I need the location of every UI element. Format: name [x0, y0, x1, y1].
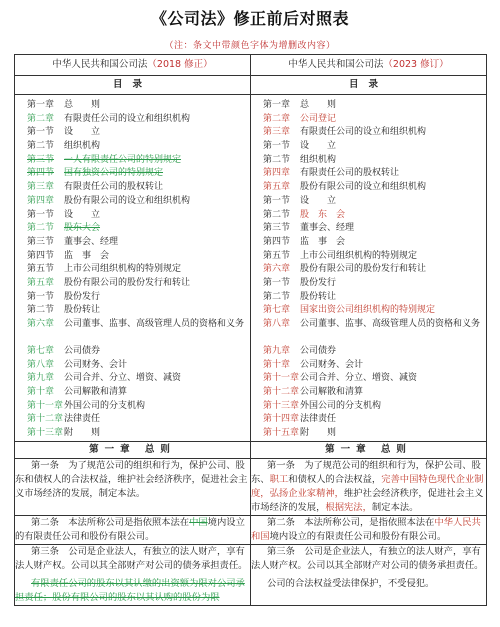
right-toc-item: [263, 427, 486, 441]
right-toc-item: [263, 209, 486, 223]
right-toc-item-name: 组织机构: [300, 154, 337, 165]
right-toc-item: [263, 154, 486, 168]
right-toc-item-name: 公司登记: [300, 113, 337, 124]
right-toc-item-name: 法律责任: [300, 414, 337, 425]
right-toc-item-number: 第十四章: [263, 414, 300, 425]
right-toc-item-number: 第十章: [263, 359, 291, 370]
right-toc-item-number: 第六章: [263, 264, 291, 275]
left-toc-item: [27, 400, 250, 414]
right-toc-item-name: 董事会、经理: [300, 223, 355, 234]
left-column-header: [15, 55, 251, 76]
left-article-3-struck: 有限责任公司的股东以其认缴的出资额为限对公司承担责任；股份有限公司的股东以其认购的股份为限: [15, 577, 245, 603]
left-toc-item-name: 组织机构: [64, 141, 101, 152]
right-toc-item-name: 公司财务、会计: [300, 359, 364, 370]
right-toc-item-number: 第二节: [263, 154, 291, 165]
right-toc-item-name: 设 立: [300, 195, 337, 206]
right-toc-item-number: 第三节: [263, 223, 291, 234]
left-toc-cell: [15, 76, 251, 442]
left-toc-item-name: 公司财务、会计: [64, 359, 128, 370]
left-toc-item: [27, 113, 250, 127]
left-header-name: 中华人民共和国公司法: [52, 59, 148, 70]
right-toc-item: [263, 99, 486, 113]
left-toc-item-name: 国有独资公司的特别规定: [64, 168, 164, 179]
right-article-2: 第二条 本法所称公司，是指依照本法在中华人民共和国境内设立的有限责任公司和股份有限公司。: [251, 515, 487, 544]
right-article-3: 第三条 公司是企业法人，有独立的法人财产，享有法人财产权。公司以其全部财产对公司的债务承担责任。 公司的合法权益受法律保护，不受侵犯。: [251, 544, 487, 605]
left-toc-item: [27, 413, 250, 427]
right-toc-item-name: 股份发行: [300, 277, 337, 288]
left-toc-item: [27, 181, 250, 195]
left-article-3: 第三条 公司是企业法人，有独立的法人财产，享有法人财产权。公司以其全部财产对公司的债务承担责任。 有限责任公司的股东以其认缴的出资额为限对公司承担责任；股份有限公司的股东以其认购的股份为限: [15, 544, 251, 605]
left-toc-item: [27, 99, 250, 113]
right-toc-item-number: 第二章: [263, 113, 291, 124]
left-header-version: （2018 修正）: [147, 59, 213, 70]
right-toc-item: [263, 345, 486, 359]
right-toc-item-number: 第一章: [263, 100, 291, 110]
comparison-table: [14, 54, 487, 606]
left-toc-item-name: 有限责任公司的股权转让: [64, 182, 164, 193]
right-toc-item: [263, 291, 486, 305]
left-toc-item-name: 公司解散和清算: [64, 387, 128, 398]
right-toc-item: [263, 263, 486, 277]
left-toc-item-name: 设 立: [64, 127, 101, 138]
right-toc-item-number: 第十二章: [263, 387, 300, 398]
left-toc-item: [27, 263, 250, 277]
document-title: 《公司法》修正前后对照表: [150, 9, 349, 28]
left-toc-item-name: 股份转让: [64, 305, 101, 316]
left-toc-item-name: 上市公司组织机构的特别规定: [64, 264, 182, 275]
left-toc-item-name: 法律责任: [64, 414, 101, 425]
right-toc-cell: [251, 76, 487, 442]
right-toc-item-name: 公司解散和清算: [300, 387, 364, 398]
right-toc-item-name: 总 则: [300, 100, 337, 110]
right-toc: [251, 95, 486, 441]
right-toc-item-name: 有限责任公司的设立和组织机构: [300, 127, 427, 138]
left-toc-item-number: 第四节: [27, 250, 55, 261]
left-toc-item-name: 设 立: [64, 209, 101, 220]
left-toc-item: [27, 372, 250, 386]
left-toc-item-name: 董事会、经理: [64, 236, 119, 247]
left-toc-item-number: 第十三章: [27, 428, 64, 439]
left-toc: [15, 95, 250, 441]
left-toc-item-name: 一人有限责任公司的特别规定: [64, 154, 182, 165]
right-toc-item-name: 有限责任公司的股权转让: [300, 168, 400, 179]
left-toc-item-name: 股份有限公司的股份发行和转让: [64, 277, 191, 288]
left-toc-item-name: 外国公司的分支机构: [64, 400, 146, 411]
right-toc-item: [263, 304, 486, 318]
right-toc-item-name: 股份转让: [300, 291, 337, 302]
right-toc-item-name: 公司合并、分立、增资、减资: [300, 373, 418, 384]
right-toc-item-name: 公司董事、监事、高级管理人员的资格和义务: [300, 319, 481, 329]
right-toc-item-number: 第十一章: [263, 373, 300, 384]
left-toc-item-number: 第二节: [27, 141, 55, 152]
left-toc-item-number: 第五节: [27, 264, 55, 275]
right-toc-title: 目录: [251, 76, 486, 95]
left-toc-item: [27, 236, 250, 250]
right-toc-item-name: 上市公司组织机构的特别规定: [300, 250, 418, 261]
left-article-2: 第二条 本法所称公司是指依照本法在中国境内设立的有限责任公司和股份有限公司。: [15, 515, 251, 544]
right-toc-item-number: 第十三章: [263, 400, 300, 411]
right-toc-item: [263, 413, 486, 427]
left-toc-item-name: 公司债券: [64, 346, 101, 356]
left-toc-item: [27, 304, 250, 318]
right-toc-item: [263, 400, 486, 414]
left-toc-item-number: 第四节: [27, 168, 55, 179]
left-toc-item: [27, 386, 250, 400]
left-toc-item-number: 第十一章: [27, 400, 64, 411]
left-toc-item-number: 第八章: [27, 359, 55, 370]
left-toc-item-name: 监 事 会: [64, 250, 110, 261]
right-toc-item-number: 第五节: [263, 250, 291, 261]
right-toc-item: [263, 277, 486, 291]
right-toc-item-name: 监 事 会: [300, 236, 346, 247]
right-toc-item-name: 股份有限公司的设立和组织机构: [300, 182, 427, 193]
left-toc-item-name: 附 则: [64, 428, 101, 439]
left-article-1: 第一条 为了规范公司的组织和行为，保护公司、股东和债权人的合法权益，维护社会经济秩序，促进社会主义市场经济的发展，制定本法。: [15, 458, 251, 515]
right-toc-item-number: 第十五章: [263, 428, 300, 439]
right-toc-item-name: 股份有限公司的股份发行和转让: [300, 264, 427, 275]
right-column-header: [251, 55, 487, 76]
left-chapter-title: 第一章 总则: [15, 441, 251, 458]
right-toc-item-name: 附 则: [300, 428, 337, 439]
left-toc-item: [27, 140, 250, 154]
left-toc-item-number: 第四章: [27, 195, 55, 206]
left-toc-item-name: 公司董事、监事、高级管理人员的资格和义务: [64, 319, 245, 329]
right-toc-item-name: 设 立: [300, 141, 337, 152]
right-toc-item-number: 第五章: [263, 182, 291, 193]
right-toc-item-number: 第九章: [263, 346, 291, 356]
right-toc-item: [263, 140, 486, 154]
right-toc-item-number: 第一节: [263, 141, 291, 152]
left-toc-item-number: 第二节: [27, 305, 55, 316]
right-toc-item-number: 第八章: [263, 319, 291, 329]
left-toc-item-number: 第六章: [27, 319, 55, 329]
left-toc-item-number: 第九章: [27, 373, 55, 384]
right-toc-item-name: 国家出资公司组织机构的特别规定: [300, 305, 436, 316]
left-toc-item-name: 股东大会: [64, 223, 101, 234]
right-toc-item: [263, 113, 486, 127]
left-toc-item-number: 第一节: [27, 291, 55, 302]
right-toc-item: [263, 318, 486, 345]
right-toc-item-name: 股 东 会: [300, 209, 346, 220]
right-article-1: 第一条 为了规范公司的组织和行为，保护公司、股东、职工和债权人的合法权益，完善中国特色现代企业制度，弘扬企业家精神，维护社会经济秩序，促进社会主义市场经济的发展，根据宪法，制定本法。: [251, 458, 487, 515]
left-toc-item: [27, 427, 250, 441]
right-chapter-title: 第一章 总则: [251, 441, 487, 458]
left-toc-item: [27, 318, 250, 345]
right-toc-item-number: 第七章: [263, 305, 291, 316]
right-toc-item: [263, 167, 486, 181]
left-toc-item: [27, 291, 250, 305]
right-toc-item-number: 第一节: [263, 195, 291, 206]
left-toc-title: 目录: [15, 76, 250, 95]
left-toc-item-number: 第十二章: [27, 414, 64, 425]
left-toc-item: [27, 209, 250, 223]
left-toc-item-number: 第一节: [27, 127, 55, 138]
right-toc-item-number: 第四节: [263, 236, 291, 247]
right-toc-item: [263, 372, 486, 386]
document-note: （注：条文中带颜色字体为增删改内容）: [164, 41, 336, 51]
left-toc-item-name: 有限责任公司的设立和组织机构: [64, 113, 191, 124]
right-toc-item: [263, 359, 486, 373]
right-toc-item-name: 公司债券: [300, 346, 337, 356]
left-toc-item-name: 股份有限公司的设立和组织机构: [64, 195, 191, 206]
left-toc-item-number: 第三节: [27, 154, 55, 165]
left-toc-item-number: 第一节: [27, 209, 55, 220]
left-toc-item-number: 第三章: [27, 182, 55, 193]
right-toc-item: [263, 126, 486, 140]
left-toc-item: [27, 154, 250, 168]
right-toc-item: [263, 195, 486, 209]
left-toc-item: [27, 126, 250, 140]
left-toc-item-name: 总 则: [64, 100, 101, 110]
left-toc-item: [27, 195, 250, 209]
left-toc-item-number: 第七章: [27, 346, 55, 356]
right-toc-item: [263, 236, 486, 250]
right-header-name: 中华人民共和国公司法: [288, 59, 384, 70]
right-toc-item: [263, 181, 486, 195]
left-toc-item: [27, 277, 250, 291]
left-toc-item-number: 第二章: [27, 113, 55, 124]
left-toc-item: [27, 167, 250, 181]
left-toc-item: [27, 222, 250, 236]
right-toc-item-number: 第二节: [263, 291, 291, 302]
right-toc-item-number: 第四章: [263, 168, 291, 179]
right-toc-item: [263, 222, 486, 236]
left-toc-item: [27, 345, 250, 359]
right-toc-item: [263, 386, 486, 400]
left-toc-item: [27, 359, 250, 373]
left-toc-item-number: 第十章: [27, 387, 55, 398]
left-toc-item-number: 第五章: [27, 277, 55, 288]
right-toc-item-number: 第一节: [263, 277, 291, 288]
right-toc-item: [263, 250, 486, 264]
right-header-version: （2023 修订）: [383, 59, 449, 70]
right-toc-item-number: 第三章: [263, 127, 291, 138]
left-toc-item-number: 第三节: [27, 236, 55, 247]
left-toc-item-name: 股份发行: [64, 291, 101, 302]
right-toc-item-name: 外国公司的分支机构: [300, 400, 382, 411]
right-toc-item-number: 第二节: [263, 209, 291, 220]
left-toc-item: [27, 250, 250, 264]
left-toc-item-name: 公司合并、分立、增资、减资: [64, 373, 182, 384]
left-toc-item-number: 第二节: [27, 223, 55, 234]
left-toc-item-number: 第一章: [27, 100, 55, 110]
